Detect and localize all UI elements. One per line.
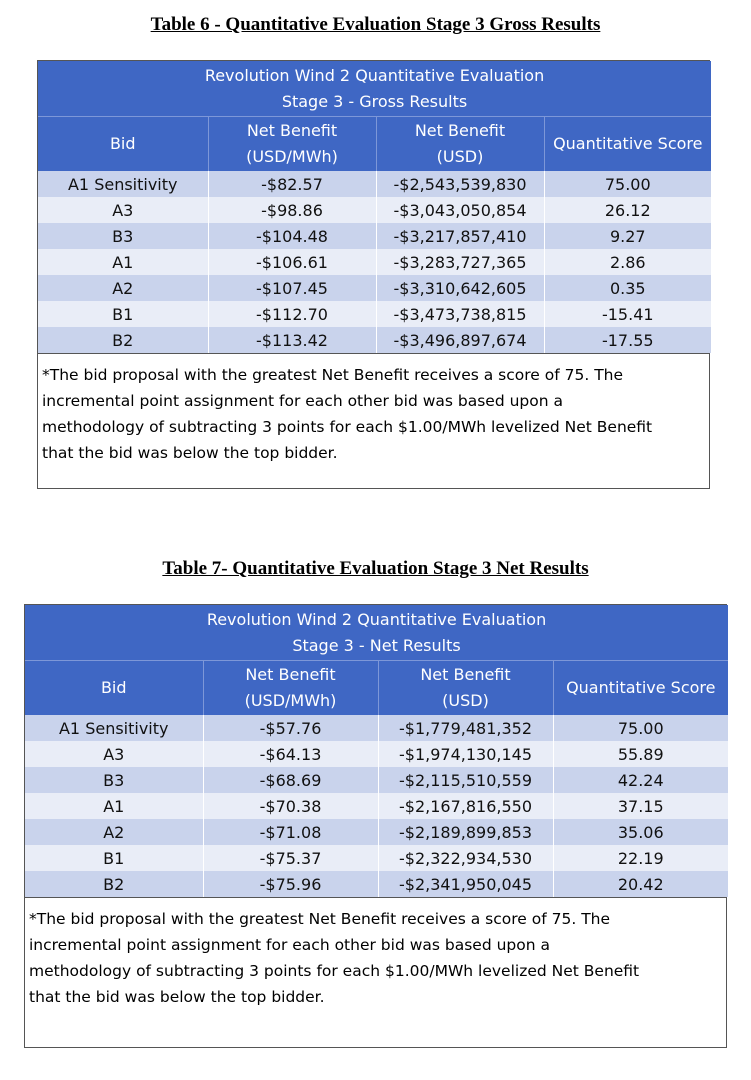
net-benefit-usd-cell: -$3,217,857,410 bbox=[376, 223, 544, 249]
table-6-header-net-benefit-mwh-line1: Net Benefit bbox=[246, 121, 338, 140]
score-cell: 26.12 bbox=[544, 197, 711, 223]
table-7-header-net-benefit-usd-line1: Net Benefit bbox=[420, 665, 511, 684]
table-6-header-net-benefit-mwh bbox=[208, 117, 376, 172]
bid-cell: A2 bbox=[25, 819, 203, 845]
table-row bbox=[25, 871, 728, 897]
table-7-title bbox=[25, 605, 728, 661]
bid-cell: A2 bbox=[38, 275, 208, 301]
net-benefit-mwh-cell: -$70.38 bbox=[203, 793, 378, 819]
net-benefit-mwh-cell: -$68.69 bbox=[203, 767, 378, 793]
table-7-header-net-benefit-usd-line2: (USD) bbox=[442, 691, 489, 710]
footnote-line: methodology of subtracting 3 points for each $1.00/MWh levelized Net Benefit bbox=[42, 418, 653, 436]
table-row bbox=[38, 327, 711, 353]
net-benefit-mwh-cell: -$75.37 bbox=[203, 845, 378, 871]
table-row bbox=[25, 793, 728, 819]
net-benefit-usd-cell: -$2,189,899,853 bbox=[378, 819, 553, 845]
net-benefit-mwh-cell: -$64.13 bbox=[203, 741, 378, 767]
footnote-line: *The bid proposal with the greatest Net Benefit receives a score of 75. The bbox=[29, 910, 611, 928]
bid-cell: A3 bbox=[38, 197, 208, 223]
table-6-caption: Table 6 - Quantitative Evaluation Stage 3 Gross Results bbox=[150, 14, 601, 35]
table-row bbox=[25, 741, 728, 767]
table-6-title-line2: Stage 3 - Gross Results bbox=[281, 92, 468, 111]
table-7-footnote bbox=[25, 897, 726, 1018]
net-benefit-usd-cell: -$3,283,727,365 bbox=[376, 249, 544, 275]
footnote-line: incremental point assignment for each other bid was based upon a bbox=[42, 392, 563, 410]
net-benefit-mwh-cell: -$106.61 bbox=[208, 249, 376, 275]
bid-cell: B2 bbox=[25, 871, 203, 897]
net-benefit-usd-cell: -$2,322,934,530 bbox=[378, 845, 553, 871]
score-cell: -15.41 bbox=[544, 301, 711, 327]
table-6-header-net-benefit-usd bbox=[376, 117, 544, 172]
score-cell: 42.24 bbox=[553, 767, 728, 793]
net-benefit-mwh-cell: -$107.45 bbox=[208, 275, 376, 301]
score-cell: 22.19 bbox=[553, 845, 728, 871]
score-cell: 9.27 bbox=[544, 223, 711, 249]
net-benefit-mwh-cell: -$71.08 bbox=[203, 819, 378, 845]
bid-cell: A1 bbox=[38, 249, 208, 275]
table-row bbox=[38, 301, 711, 327]
score-cell: 20.42 bbox=[553, 871, 728, 897]
score-cell: 0.35 bbox=[544, 275, 711, 301]
net-benefit-usd-cell: -$2,543,539,830 bbox=[376, 171, 544, 197]
table-7-header-bid: Bid bbox=[25, 661, 203, 716]
table-7-header-net-benefit-usd bbox=[378, 661, 553, 716]
table-6-grid bbox=[38, 61, 711, 353]
bid-cell: B3 bbox=[38, 223, 208, 249]
table-row bbox=[38, 275, 711, 301]
net-benefit-usd-cell: -$2,115,510,559 bbox=[378, 767, 553, 793]
net-benefit-usd-cell: -$1,974,130,145 bbox=[378, 741, 553, 767]
table-6-title-line1: Revolution Wind 2 Quantitative Evaluation bbox=[204, 66, 545, 85]
net-benefit-usd-cell: -$3,310,642,605 bbox=[376, 275, 544, 301]
score-cell: 37.15 bbox=[553, 793, 728, 819]
score-cell: 75.00 bbox=[544, 171, 711, 197]
table-7-header-net-benefit-mwh-line1: Net Benefit bbox=[245, 665, 336, 684]
net-benefit-usd-cell: -$3,043,050,854 bbox=[376, 197, 544, 223]
table-row bbox=[25, 819, 728, 845]
bid-cell: A1 Sensitivity bbox=[25, 715, 203, 741]
table-7-header-net-benefit-mwh bbox=[203, 661, 378, 716]
table-row bbox=[38, 197, 711, 223]
net-benefit-mwh-cell: -$75.96 bbox=[203, 871, 378, 897]
net-benefit-mwh-cell: -$113.42 bbox=[208, 327, 376, 353]
table-6-header-bid: Bid bbox=[38, 117, 208, 172]
table-7-title-line2: Stage 3 - Net Results bbox=[292, 636, 461, 655]
table-6-title bbox=[38, 61, 711, 117]
footnote-line: that the bid was below the top bidder. bbox=[29, 988, 325, 1006]
bid-cell: B3 bbox=[25, 767, 203, 793]
score-cell: 35.06 bbox=[553, 819, 728, 845]
net-benefit-mwh-cell: -$82.57 bbox=[208, 171, 376, 197]
table-6-header-net-benefit-usd-line1: Net Benefit bbox=[414, 121, 506, 140]
table-7-header-net-benefit-mwh-line2: (USD/MWh) bbox=[244, 691, 337, 710]
net-benefit-usd-cell: -$2,167,816,550 bbox=[378, 793, 553, 819]
score-cell: -17.55 bbox=[544, 327, 711, 353]
table-7-header-score: Quantitative Score bbox=[553, 661, 728, 716]
table-6-footnote bbox=[38, 353, 709, 474]
table-row bbox=[38, 171, 711, 197]
bid-cell: B1 bbox=[38, 301, 208, 327]
score-cell: 55.89 bbox=[553, 741, 728, 767]
table-row bbox=[25, 715, 728, 741]
bid-cell: A3 bbox=[25, 741, 203, 767]
table-6-header-net-benefit-usd-line2: (USD) bbox=[436, 147, 484, 166]
table-6-header-net-benefit-mwh-line2: (USD/MWh) bbox=[246, 147, 338, 166]
footnote-line: methodology of subtracting 3 points for each $1.00/MWh levelized Net Benefit bbox=[29, 962, 640, 980]
net-benefit-usd-cell: -$2,341,950,045 bbox=[378, 871, 553, 897]
net-benefit-mwh-cell: -$57.76 bbox=[203, 715, 378, 741]
net-benefit-mwh-cell: -$98.86 bbox=[208, 197, 376, 223]
bid-cell: A1 bbox=[25, 793, 203, 819]
bid-cell: A1 Sensitivity bbox=[38, 171, 208, 197]
table-row bbox=[25, 767, 728, 793]
table-7-caption: Table 7- Quantitative Evaluation Stage 3 Net Results bbox=[162, 558, 589, 579]
table-7 bbox=[24, 604, 727, 1048]
footnote-line: incremental point assignment for each other bid was based upon a bbox=[29, 936, 550, 954]
bid-cell: B2 bbox=[38, 327, 208, 353]
net-benefit-usd-cell: -$3,473,738,815 bbox=[376, 301, 544, 327]
table-row bbox=[25, 845, 728, 871]
table-row bbox=[38, 223, 711, 249]
net-benefit-mwh-cell: -$104.48 bbox=[208, 223, 376, 249]
score-cell: 75.00 bbox=[553, 715, 728, 741]
net-benefit-usd-cell: -$1,779,481,352 bbox=[378, 715, 553, 741]
bid-cell: B1 bbox=[25, 845, 203, 871]
score-cell: 2.86 bbox=[544, 249, 711, 275]
net-benefit-mwh-cell: -$112.70 bbox=[208, 301, 376, 327]
table-row bbox=[38, 249, 711, 275]
table-7-grid bbox=[25, 605, 728, 897]
table-6 bbox=[37, 60, 710, 489]
table-7-title-line1: Revolution Wind 2 Quantitative Evaluation bbox=[206, 610, 547, 629]
net-benefit-usd-cell: -$3,496,897,674 bbox=[376, 327, 544, 353]
footnote-line: *The bid proposal with the greatest Net Benefit receives a score of 75. The bbox=[42, 366, 624, 384]
footnote-line: that the bid was below the top bidder. bbox=[42, 444, 338, 462]
table-6-header-score: Quantitative Score bbox=[544, 117, 711, 172]
